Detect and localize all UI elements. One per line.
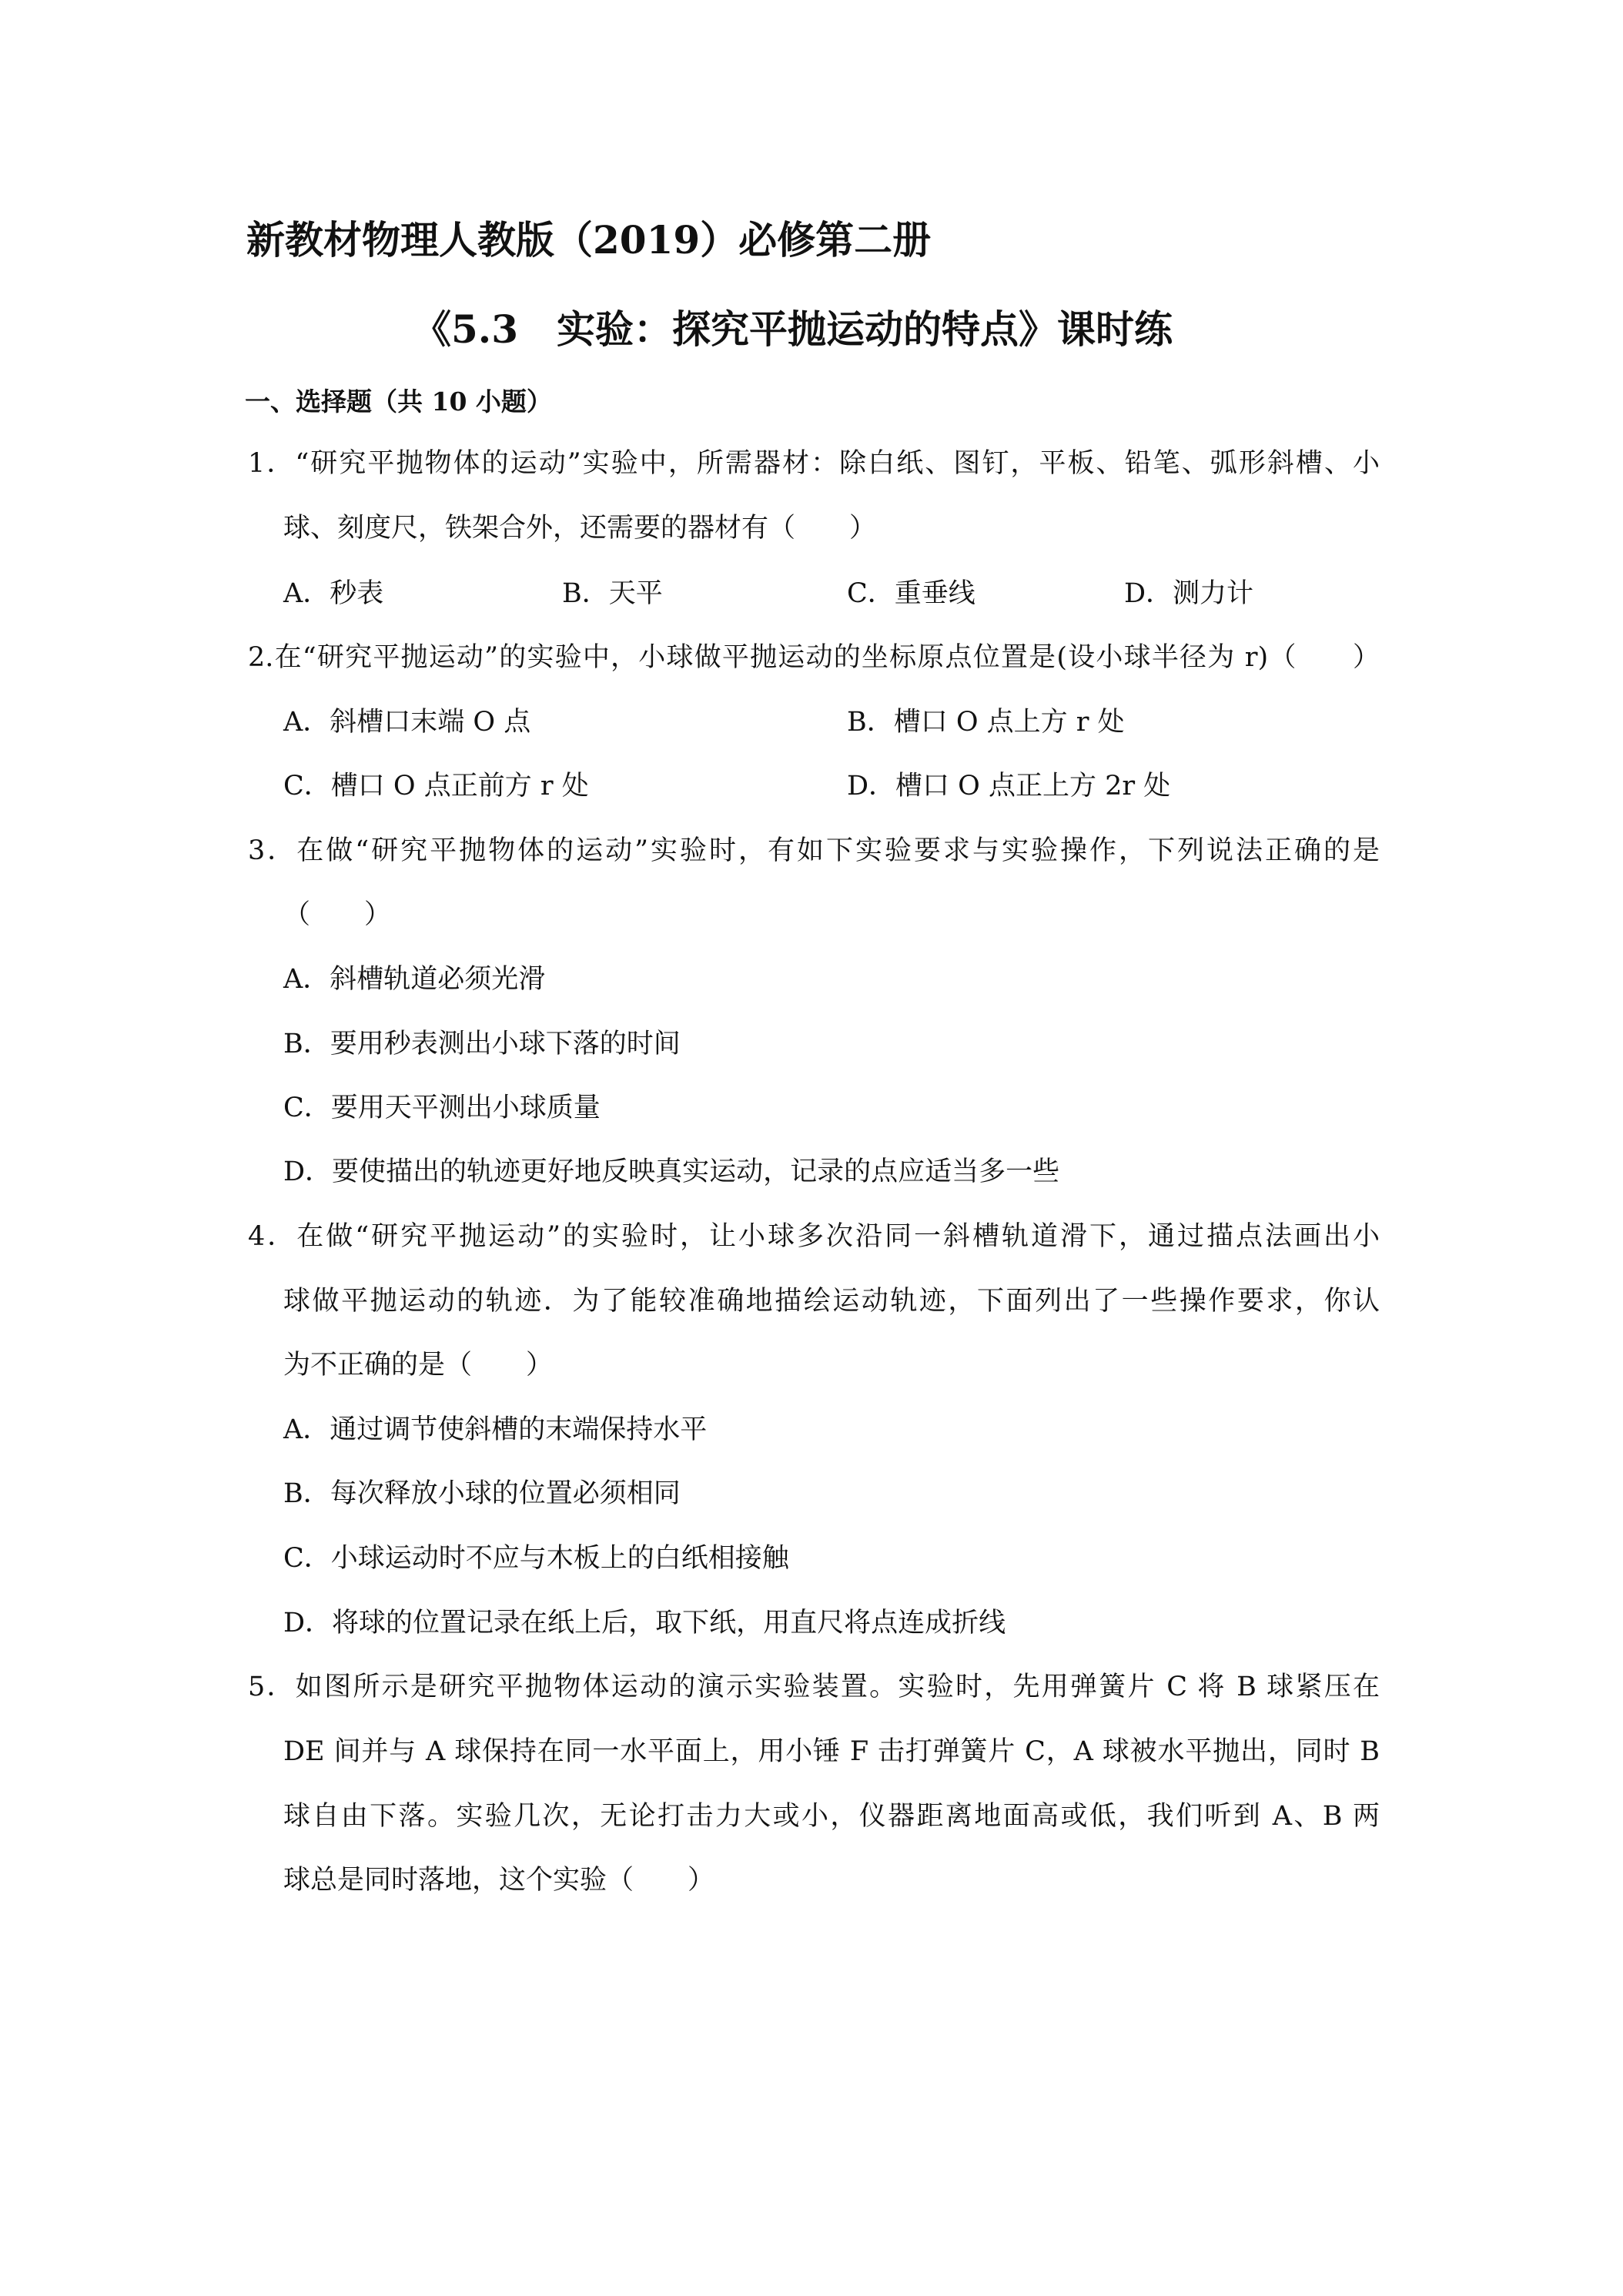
document-title-line2: 《5.3 实验：探究平抛运动的特点》课时练 [413,306,1173,352]
question-3-option-b: B．要用秒表测出小球下落的时间 [283,1029,681,1059]
question-5-line-1: 5．如图所示是研究平抛物体运动的演示实验装置。实验时，先用弹簧片 C 将 B 球紧压在 [248,1672,1380,1702]
question-3-line-1: 3．在做“研究平抛物体的运动”实验时，有如下实验要求与实验操作，下列说法正确的是 [248,835,1380,866]
question-4-option-d: D．将球的位置记录在纸上后，取下纸，用直尺将点连成折线 [283,1608,1006,1638]
question-1-line-1: 1．“研究平抛物体的运动”实验中，所需器材：除白纸、图钉，平板、铅笔、弧形斜槽、小 [248,448,1380,479]
question-2-line-1: 2.在“研究平抛运动”的实验中，小球做平抛运动的坐标原点位置是(设小球半径为 r)（ ） [248,642,1380,673]
question-3-option-c: C．要用天平测出小球质量 [283,1093,601,1123]
question-3-line-2: （ ） [283,899,392,930]
question-1-line-2: 球、刻度尺，铁架合外，还需要的器材有（ ） [283,513,877,544]
question-1-option-c: C．重垂线 [847,578,975,609]
question-3-option-a: A．斜槽轨道必须光滑 [283,964,546,995]
question-5-line-4: 球总是同时落地，这个实验（ ） [283,1865,715,1896]
question-1-option-b: B．天平 [562,578,663,609]
question-3-option-d: D．要使描出的轨迹更好地反映真实运动，记录的点应适当多一些 [283,1156,1060,1187]
section-heading: 一、选择题（共 10 小题） [245,387,552,417]
question-2-option-b: B．槽口 O 点上方 r 处 [847,707,1125,738]
question-1-option-a: A．秒表 [283,578,384,609]
question-1-option-d: D．测力计 [1124,578,1254,609]
question-2-option-d: D．槽口 O 点正上方 2r 处 [847,771,1171,802]
question-4-line-1: 4．在做“研究平抛运动”的实验时，让小球多次沿同一斜槽轨道滑下，通过描点法画出小 [248,1221,1380,1252]
question-4-option-b: B．每次释放小球的位置必须相同 [283,1478,681,1509]
question-4-line-2: 球做平抛运动的轨迹．为了能较准确地描绘运动轨迹，下面列出了一些操作要求，你认 [283,1286,1380,1317]
question-4-option-a: A．通过调节使斜槽的末端保持水平 [283,1414,708,1445]
question-4-option-c: C．小球运动时不应与木板上的白纸相接触 [283,1543,789,1574]
question-5-line-2: DE 间并与 A 球保持在同一水平面上，用小锤 F 击打弹簧片 C，A 球被水平抛出，同时 B [283,1736,1380,1767]
question-2-option-a: A．斜槽口末端 O 点 [283,707,531,738]
document-title-line1: 新教材物理人教版（2019）必修第二册 [246,217,932,263]
question-2-option-c: C．槽口 O 点正前方 r 处 [283,771,589,802]
question-4-line-3: 为不正确的是（ ） [283,1350,554,1381]
question-5-line-3: 球自由下落。实验几次，无论打击力大或小，仪器距离地面高或低，我们听到 A、B 两 [283,1801,1380,1832]
